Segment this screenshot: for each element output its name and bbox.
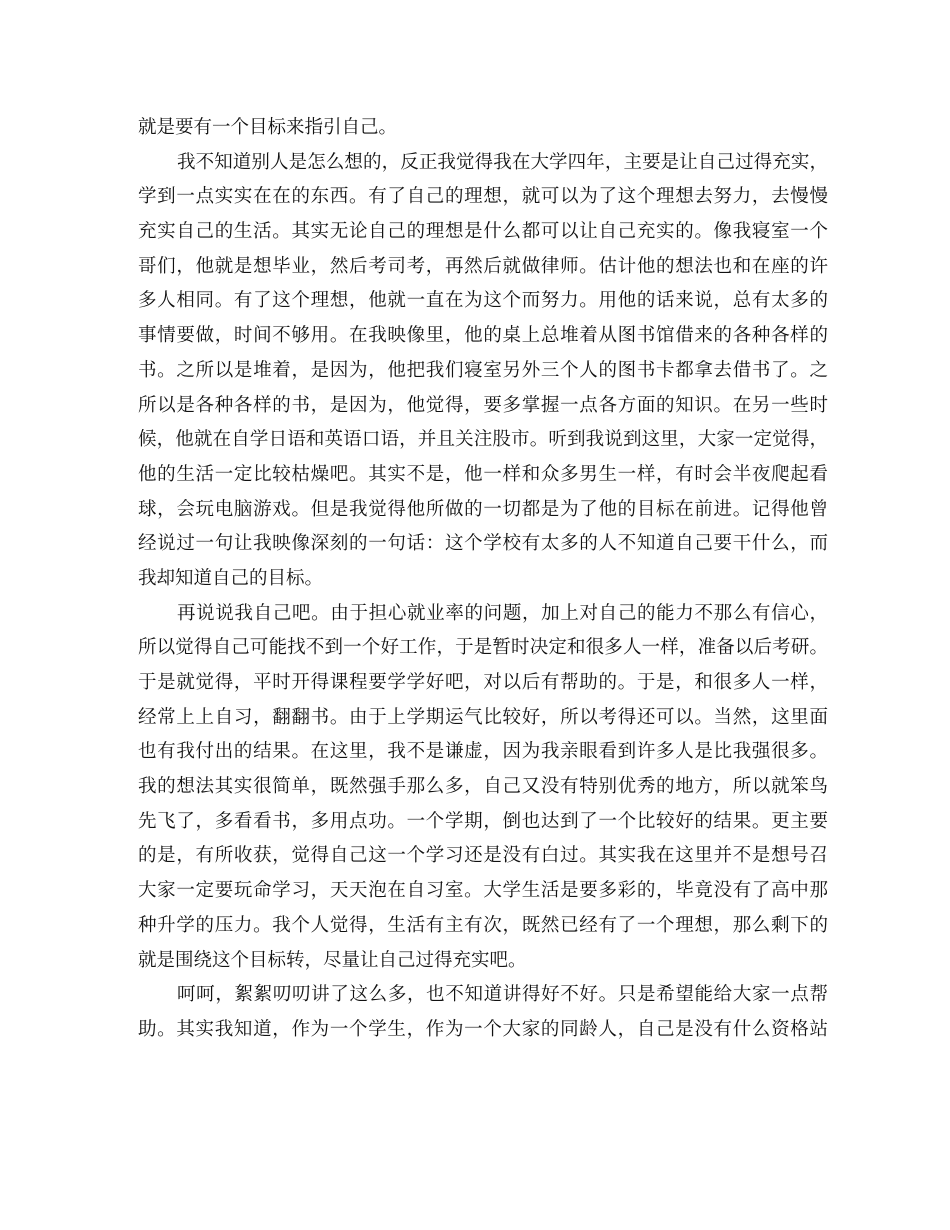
- body-text: [138, 111, 828, 1048]
- text-line: 所以是各种各样的书，是因为，他觉得，要多掌握一点各方面的知识。在另一些时: [138, 394, 828, 416]
- text-line: 就是围绕这个目标转，尽量让自己过得充实吧。: [138, 949, 527, 971]
- text-line: 所以觉得自己可能找不到一个好工作，于是暂时决定和很多人一样，准备以后考研。: [138, 637, 828, 659]
- text-line: 多人相同。有了这个理想，他就一直在为这个而努力。用他的话来说，总有太多的: [138, 290, 828, 312]
- text-line: 先飞了，多看看书，多用点功。一个学期，倒也达到了一个比较好的结果。更主要: [138, 810, 828, 832]
- text-line: 事情要做，时间不够用。在我映像里，他的桌上总堆着从图书馆借来的各种各样的: [138, 325, 828, 347]
- text-line: 球，会玩电脑游戏。但是我觉得他所做的一切都是为了他的目标在前进。记得他曾: [138, 498, 828, 520]
- text-line: 经常上上自习，翻翻书。由于上学期运气比较好，所以考得还可以。当然，这里面: [138, 706, 828, 728]
- text-line: 大家一定要玩命学习，天天泡在自习室。大学生活是要多彩的，毕竟没有了高中那: [138, 880, 828, 902]
- text-line: 我的想法其实很简单，既然强手那么多，自己又没有特别优秀的地方，所以就笨鸟: [138, 776, 828, 798]
- text-line: 我却知道自己的目标。: [138, 567, 324, 589]
- paragraph-first-line: 我不知道别人是怎么想的，反正我觉得我在大学四年，主要是让自己过得充实，: [177, 151, 828, 173]
- text-line: 充实自己的生活。其实无论自己的理想是什么都可以让自己充实的。像我寝室一个: [138, 221, 828, 243]
- text-line: 哥们，他就是想毕业，然后考司考，再然后就做律师。估计他的想法也和在座的许: [138, 255, 828, 277]
- text-line: 书。之所以是堆着，是因为，他把我们寝室另外三个人的图书卡都拿去借书了。之: [138, 359, 828, 381]
- text-line: 的是，有所收获，觉得自己这一个学习还是没有白过。其实我在这里并不是想号召: [138, 845, 828, 867]
- text-line: 于是就觉得，平时开得课程要学学好吧，对以后有帮助的。于是，和很多人一样，: [138, 672, 828, 693]
- paragraph-first-line: 呵呵，絮絮叨叨讲了这么多，也不知道讲得好不好。只是希望能给大家一点帮: [177, 984, 828, 1006]
- text-line: 种升学的压力。我个人觉得，生活有主有次，既然已经有了一个理想，那么剩下的: [138, 914, 828, 936]
- text-line: 经说过一句让我映像深刻的一句话：这个学校有太多的人不知道自己要干什么，而: [138, 533, 828, 555]
- text-line: 候，他就在自学日语和英语口语，并且关注股市。听到我说到这里，大家一定觉得，: [138, 429, 828, 451]
- paragraph-first-line: 再说说我自己吧。由于担心就业率的问题，加上对自己的能力不那么有信心，: [177, 602, 828, 624]
- text-line: 他的生活一定比较枯燥吧。其实不是，他一样和众多男生一样，有时会半夜爬起看: [138, 463, 828, 485]
- text-line: 也有我付出的结果。在这里，我不是谦虚，因为我亲眼看到许多人是比我强很多。: [138, 741, 828, 763]
- text-line: 学到一点实实在在的东西。有了自己的理想，就可以为了这个理想去努力，去慢慢: [138, 186, 828, 208]
- text-line: 就是要有一个目标来指引自己。: [138, 117, 398, 138]
- text-line: 助。其实我知道，作为一个学生，作为一个大家的同龄人，自己是没有什么资格站: [138, 1018, 828, 1040]
